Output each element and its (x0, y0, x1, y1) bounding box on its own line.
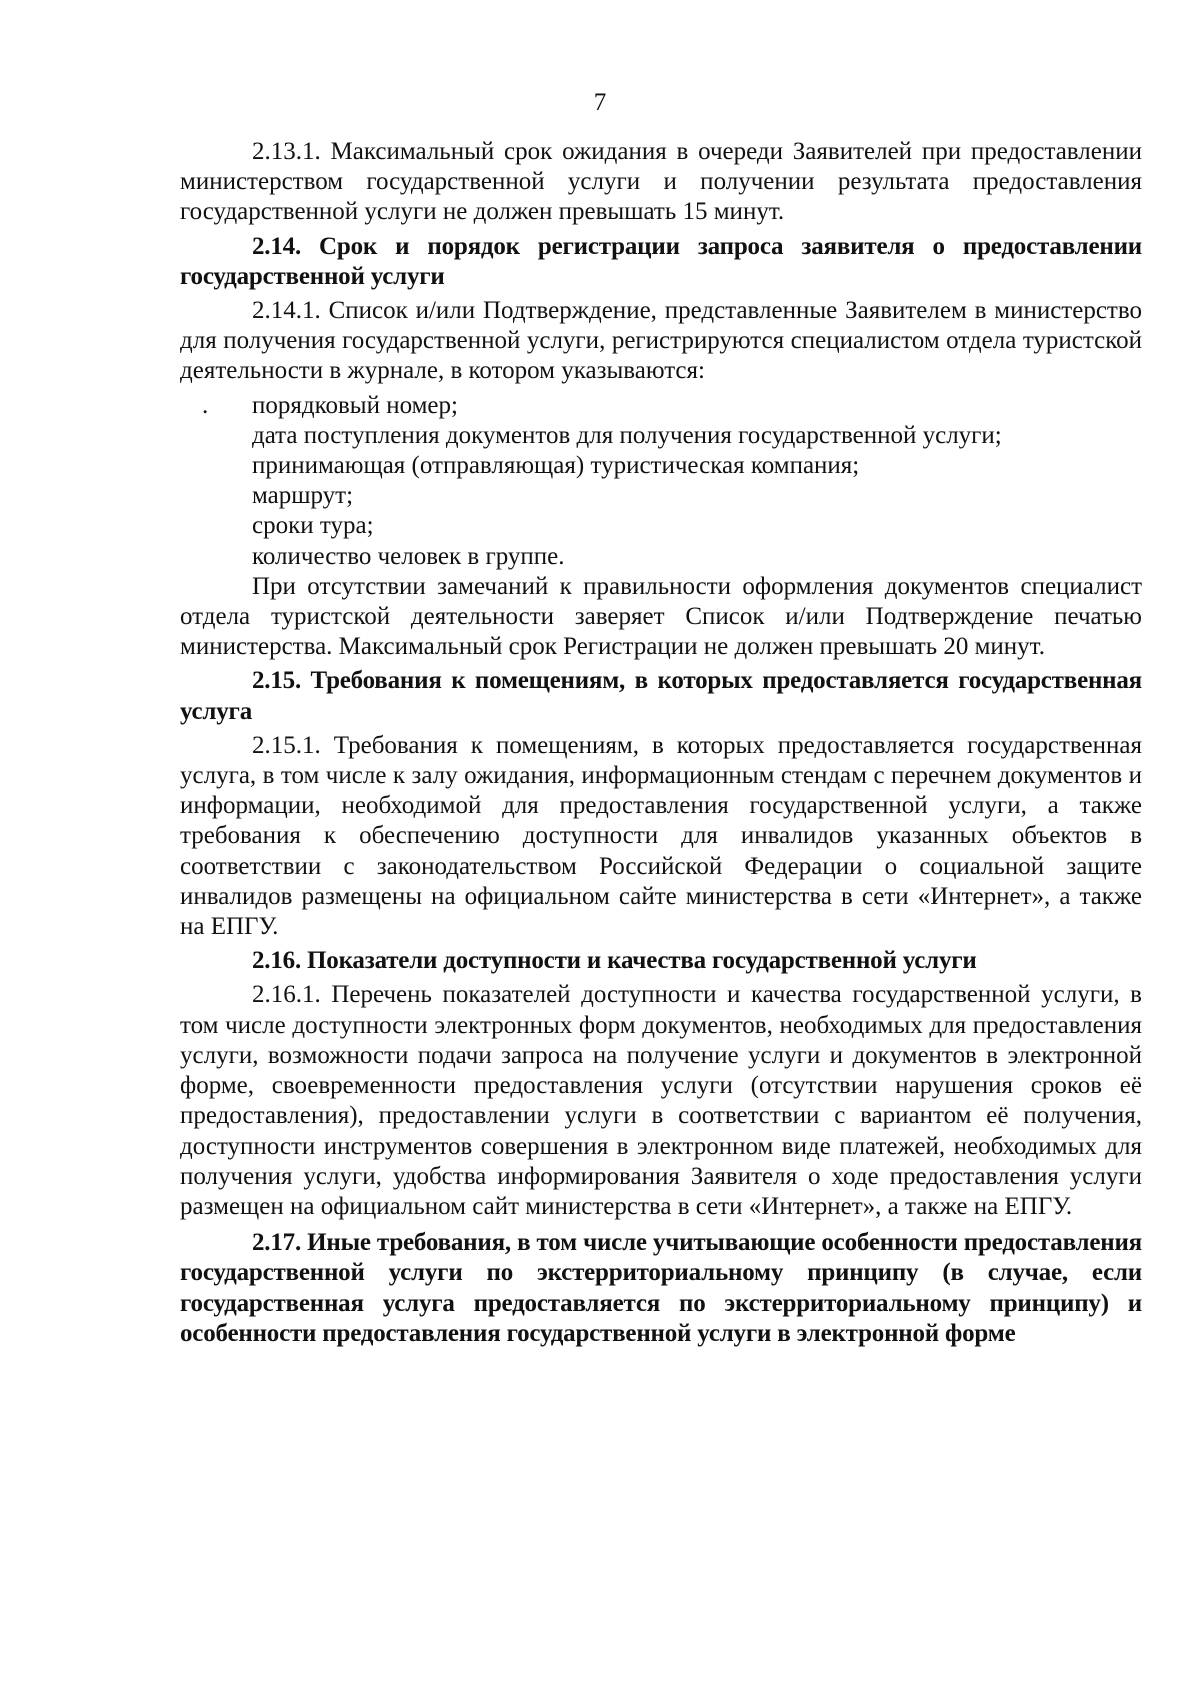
heading-2-14: 2.14. Срок и порядок регистрации запроса заявителя о предоставлении государственной услуги (180, 232, 1142, 290)
page-number: 7 (593, 89, 607, 116)
paragraph-2-14-after: При отсутствии замечаний к правильности оформления документов специалист отдела туристской деятельности заверяет Список и/или Подтверждение печатью министерства. Максимальный срок Регистрации не должен превышать 20 минут. (180, 572, 1142, 661)
list-item (180, 421, 1142, 451)
list-item (180, 542, 1142, 572)
list-item-text: принимающая (отправляющая) туристическая компания; (252, 452, 860, 480)
list-item-text: маршрут; (252, 482, 354, 510)
list-bullet: . (202, 391, 209, 419)
paragraph-2-16-1: 2.16.1. Перечень показателей доступности и качества государственной услуги, в том числе доступности электронных форм документов, необходимых для предоставления услуги, возможности подачи запроса на получение услуги и документов в электронной форме, своевременности предоставления услуги (отсутствии нарушения сроков её предоставления), предоставлении услуги в соответствии с вариантом её получения, доступности инструментов совершения в электронном виде платежей, необходимых для получения услуги, удобства информирования Заявителя о ходе предоставления услуги размещен на официальном сайт министерства в сети «Интернет», а также на ЕПГУ. (180, 981, 1142, 1220)
list-item (180, 511, 1142, 541)
list-item-text: количество человек в группе. (252, 542, 565, 570)
list-item-text: дата поступления документов для получения государственной услуги; (252, 421, 1002, 449)
heading-2-15: 2.15. Требования к помещениям, в которых предоставляется государственная услуга (180, 667, 1142, 725)
list-item (180, 391, 1142, 421)
paragraph-2-13-1: 2.13.1. Максимальный срок ожидания в очереди Заявителей при предоставлении министерством государственной услуги и получении результата предоставления государственной услуги не должен превышать 15 минут. (180, 138, 1142, 226)
document-body (180, 137, 1142, 1349)
list-item-text: сроки тура; (252, 512, 374, 540)
registration-fields-list (180, 391, 1142, 572)
list-item-text: порядковый номер; (252, 391, 458, 419)
paragraph-2-15-1: 2.15.1. Требования к помещениям, в которых предоставляется государственная услуга, в том числе к залу ожидания, информационным стендам с перечнем документов и информации, необходимой для предоставления государственной услуги, а также требования к обеспечению доступности для инвалидов указанных объектов в соответствии с законодательством Российской Федерации о социальной защите инвалидов размещены на официальном сайте министерства в сети «Интернет», а также на ЕПГУ. (180, 731, 1142, 941)
list-item (180, 481, 1142, 511)
heading-2-17: 2.17. Иные требования, в том числе учитывающие особенности предоставления государственной услуги по экстерриториальному принципу (в случае, если государственная услуга предоставляется по экстерриториальному принципу) и особенности предоставления государственной услуги в электронной форме (180, 1229, 1142, 1347)
list-item (180, 451, 1142, 481)
paragraph-2-14-1: 2.14.1. Список и/или Подтверждение, представленные Заявителем в министерство для получения государственной услуги, регистрируются специалистом отдела туристской деятельности в журнале, в котором указываются: (180, 297, 1142, 385)
heading-2-16: 2.16. Показатели доступности и качества государственной услуги (252, 947, 977, 975)
